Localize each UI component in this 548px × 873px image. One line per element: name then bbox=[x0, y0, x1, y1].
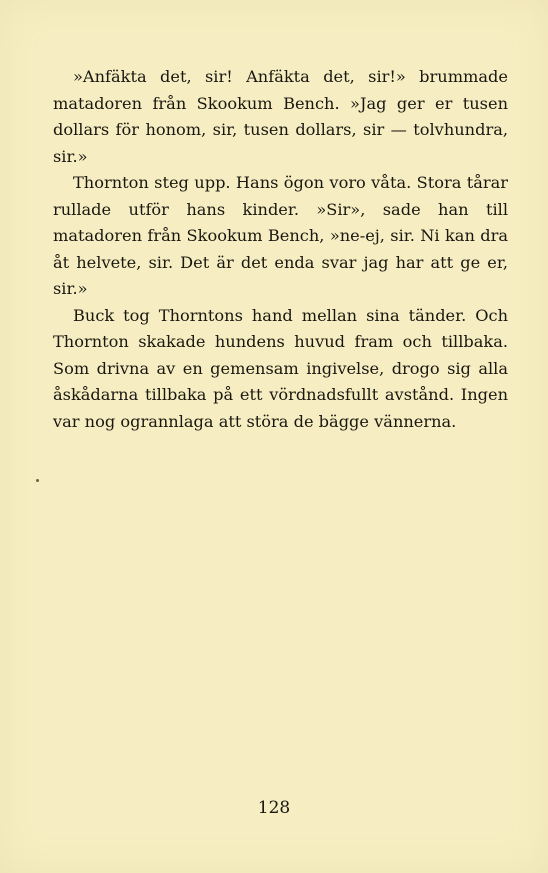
page-number: 128 bbox=[257, 798, 291, 818]
paragraph-2: Thornton steg upp. Hans ögon voro våta. Stora tårar rullade utför hans kinder. »Sir», sade han till matadoren från Skookum Bench, »ne-ej, sir. Ni kan dra åt helvete, sir. Det är det enda svar jag har att ge er, sir.» bbox=[53, 173, 508, 298]
paragraph-1: »Anfäkta det, sir! Anfäkta det, sir!» brummade matadoren från Skookum Bench. »Jag ger er tusen dollars för honom, sir, tusen dollars, sir — tolvhundra, sir.» bbox=[53, 67, 508, 166]
paper-speck bbox=[36, 479, 39, 482]
body-text bbox=[53, 64, 508, 435]
paragraph-3: Buck tog Thorntons hand mellan sina tänder. Och Thornton skakade hundens huvud fram och tillbaka. Som drivna av en gemensam ingivelse, drogo sig alla åskådarna tillbaka på ett vördnadsfullt avstånd. Ingen var nog ogrannlaga att störa de bägge vännerna. bbox=[53, 305, 508, 431]
